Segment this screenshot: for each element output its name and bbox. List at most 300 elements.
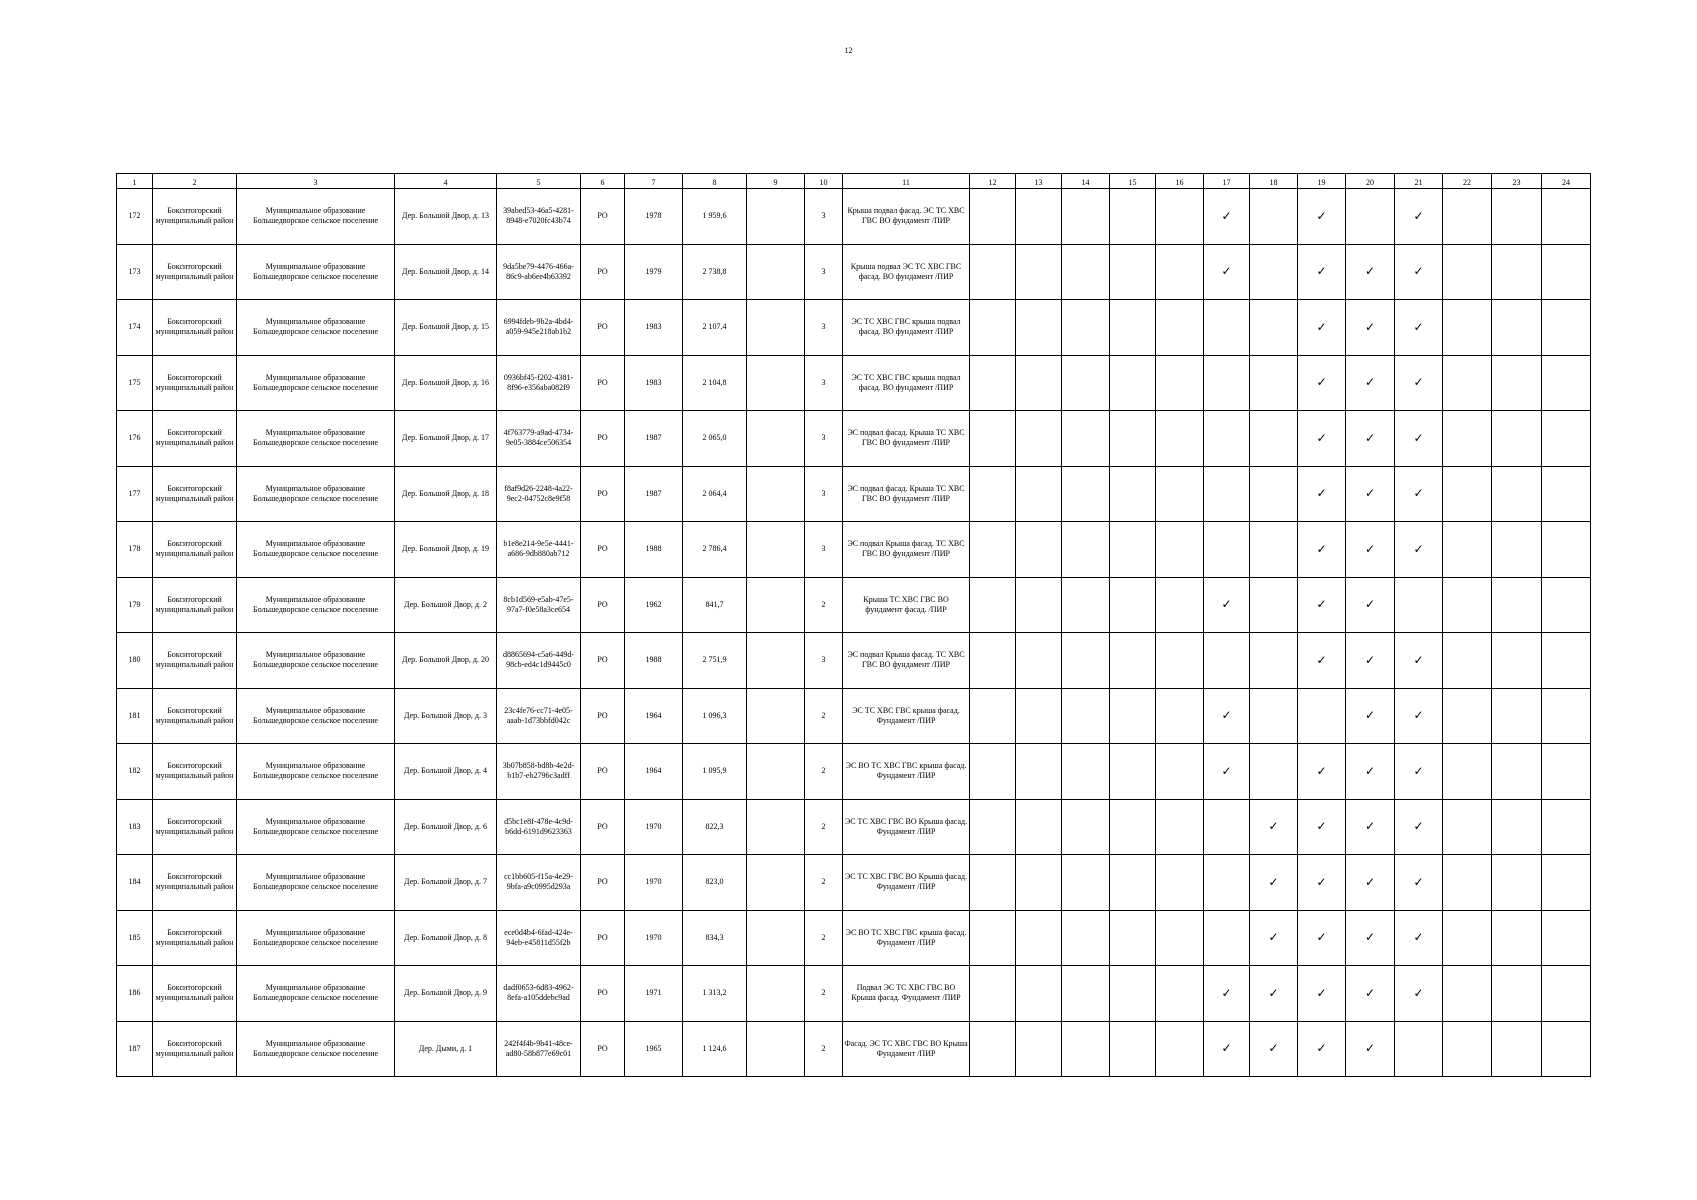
empty-cell [970, 577, 1016, 633]
municipality-cell: Муниципальное образование Большедворское сельское поселение [237, 1021, 395, 1077]
empty-cell [1542, 300, 1591, 356]
area-cell: 823,0 [683, 855, 747, 911]
table-row [117, 411, 1591, 467]
empty-cell [1110, 855, 1156, 911]
check-mark-icon: ✓ [1346, 744, 1395, 800]
col9-cell [747, 411, 805, 467]
municipality-cell: Муниципальное образование Большедворское сельское поселение [237, 855, 395, 911]
column-number: 11 [843, 174, 970, 189]
year-cell: 1987 [625, 411, 683, 467]
table-row [117, 744, 1591, 800]
table-row [117, 966, 1591, 1022]
owner-type-cell: РО [581, 855, 625, 911]
guid-cell: cc1bb605-f15a-4e29-9bfa-a9c0995d293a [497, 855, 581, 911]
owner-type-cell: РО [581, 466, 625, 522]
check-mark-icon: ✓ [1346, 855, 1395, 911]
empty-cell [1250, 522, 1298, 578]
empty-cell [1443, 799, 1492, 855]
check-mark-icon: ✓ [1250, 855, 1298, 911]
column-number: 9 [747, 174, 805, 189]
check-mark-icon: ✓ [1395, 411, 1443, 467]
address-cell: Дер. Большой Двор, д. 16 [395, 355, 497, 411]
empty-cell [970, 189, 1016, 245]
district-cell: Бокситогорский муниципальный район [153, 966, 237, 1022]
empty-cell [1016, 577, 1062, 633]
district-cell: Бокситогорский муниципальный район [153, 910, 237, 966]
empty-cell [1542, 966, 1591, 1022]
empty-cell [1156, 577, 1204, 633]
empty-cell [1542, 910, 1591, 966]
empty-cell [1156, 966, 1204, 1022]
empty-cell [1062, 189, 1110, 245]
empty-cell [1204, 411, 1250, 467]
municipality-cell: Муниципальное образование Большедворское сельское поселение [237, 522, 395, 578]
table-row [117, 799, 1591, 855]
municipality-cell: Муниципальное образование Большедворское сельское поселение [237, 577, 395, 633]
address-cell: Дер. Большой Двор, д. 19 [395, 522, 497, 578]
guid-cell: 6994fdeb-9b2a-4bd4-a059-945e218ab1b2 [497, 300, 581, 356]
empty-cell [1250, 244, 1298, 300]
guid-cell: 3b07b858-bd8b-4e2d-b1b7-eb2796c3adff [497, 744, 581, 800]
empty-cell [1492, 577, 1542, 633]
row-number: 186 [117, 966, 153, 1022]
check-mark-icon: ✓ [1395, 688, 1443, 744]
empty-cell [1492, 189, 1542, 245]
col10-cell: 3 [805, 633, 843, 689]
year-cell: 1970 [625, 799, 683, 855]
address-cell: Дер. Большой Двор, д. 9 [395, 966, 497, 1022]
check-mark-icon: ✓ [1395, 300, 1443, 356]
guid-cell: d8865694-c5a6-449d-98cb-ed4c1d9445c0 [497, 633, 581, 689]
empty-cell [1492, 355, 1542, 411]
empty-cell [1016, 355, 1062, 411]
check-mark-icon: ✓ [1346, 522, 1395, 578]
works-cell: ЭС ТС ХВС ГВС крыша подвал фасад. ВО фундамент /ПИР [843, 355, 970, 411]
address-cell: Дер. Большой Двор, д. 18 [395, 466, 497, 522]
empty-cell [1542, 799, 1591, 855]
row-number: 181 [117, 688, 153, 744]
district-cell: Бокситогорский муниципальный район [153, 355, 237, 411]
guid-cell: 242f4f4b-9b41-48ce-ad80-58b877e69c01 [497, 1021, 581, 1077]
guid-cell: 8cb1d569-e5ab-47e5-97a7-f0e58a3ce654 [497, 577, 581, 633]
district-cell: Бокситогорский муниципальный район [153, 522, 237, 578]
check-mark-icon: ✓ [1395, 189, 1443, 245]
check-mark-icon: ✓ [1298, 411, 1346, 467]
check-mark-icon: ✓ [1250, 910, 1298, 966]
year-cell: 1964 [625, 744, 683, 800]
empty-cell [1110, 1021, 1156, 1077]
row-number: 179 [117, 577, 153, 633]
check-mark-icon: ✓ [1298, 633, 1346, 689]
empty-cell [1110, 744, 1156, 800]
empty-cell [1016, 522, 1062, 578]
empty-cell [1204, 910, 1250, 966]
empty-cell [1016, 966, 1062, 1022]
check-mark-icon: ✓ [1250, 966, 1298, 1022]
district-cell: Бокситогорский муниципальный район [153, 1021, 237, 1077]
empty-cell [1110, 189, 1156, 245]
area-cell: 1 959,6 [683, 189, 747, 245]
empty-cell [1062, 244, 1110, 300]
check-mark-icon: ✓ [1346, 966, 1395, 1022]
empty-cell [970, 1021, 1016, 1077]
check-mark-icon: ✓ [1346, 466, 1395, 522]
empty-cell [1542, 522, 1591, 578]
municipality-cell: Муниципальное образование Большедворское сельское поселение [237, 300, 395, 356]
empty-cell [1443, 1021, 1492, 1077]
area-cell: 834,3 [683, 910, 747, 966]
table-row [117, 855, 1591, 911]
district-cell: Бокситогорский муниципальный район [153, 688, 237, 744]
address-cell: Дер. Большой Двор, д. 6 [395, 799, 497, 855]
empty-cell [1156, 910, 1204, 966]
col10-cell: 2 [805, 910, 843, 966]
empty-cell [1110, 411, 1156, 467]
col10-cell: 2 [805, 966, 843, 1022]
empty-cell [970, 633, 1016, 689]
empty-cell [1443, 688, 1492, 744]
check-mark-icon: ✓ [1298, 522, 1346, 578]
col9-cell [747, 855, 805, 911]
empty-cell [970, 744, 1016, 800]
row-number: 173 [117, 244, 153, 300]
empty-cell [1443, 577, 1492, 633]
col9-cell [747, 1021, 805, 1077]
municipality-cell: Муниципальное образование Большедворское сельское поселение [237, 799, 395, 855]
owner-type-cell: РО [581, 355, 625, 411]
check-mark-icon: ✓ [1298, 799, 1346, 855]
owner-type-cell: РО [581, 411, 625, 467]
empty-cell [1204, 855, 1250, 911]
works-cell: ЭС подвал фасад. Крыша ТС ХВС ГВС ВО фундамент /ПИР [843, 411, 970, 467]
works-cell: ЭС подвал Крыша фасад. ТС ХВС ГВС ВО фундамент /ПИР [843, 522, 970, 578]
empty-cell [1542, 189, 1591, 245]
column-number: 16 [1156, 174, 1204, 189]
empty-cell [1062, 633, 1110, 689]
col9-cell [747, 577, 805, 633]
owner-type-cell: РО [581, 744, 625, 800]
empty-cell [1443, 744, 1492, 800]
row-number: 172 [117, 189, 153, 245]
municipality-cell: Муниципальное образование Большедворское сельское поселение [237, 966, 395, 1022]
empty-cell [1298, 688, 1346, 744]
empty-cell [1062, 522, 1110, 578]
empty-cell [1204, 466, 1250, 522]
column-number-row [117, 174, 1591, 189]
address-cell: Дер. Большой Двор, д. 3 [395, 688, 497, 744]
empty-cell [1443, 355, 1492, 411]
check-mark-icon: ✓ [1298, 855, 1346, 911]
empty-cell [1492, 855, 1542, 911]
column-number: 24 [1542, 174, 1591, 189]
empty-cell [1492, 466, 1542, 522]
empty-cell [1062, 411, 1110, 467]
check-mark-icon: ✓ [1298, 966, 1346, 1022]
year-cell: 1978 [625, 189, 683, 245]
empty-cell [1492, 910, 1542, 966]
empty-cell [1016, 1021, 1062, 1077]
area-cell: 2 786,4 [683, 522, 747, 578]
check-mark-icon: ✓ [1204, 577, 1250, 633]
table-row [117, 688, 1591, 744]
check-mark-icon: ✓ [1204, 688, 1250, 744]
check-mark-icon: ✓ [1346, 799, 1395, 855]
check-mark-icon: ✓ [1298, 910, 1346, 966]
guid-cell: 23c4fe76-cc71-4e05-aaab-1d73bbfd042c [497, 688, 581, 744]
check-mark-icon: ✓ [1346, 577, 1395, 633]
district-cell: Бокситогорский муниципальный район [153, 799, 237, 855]
column-number: 12 [970, 174, 1016, 189]
col10-cell: 2 [805, 688, 843, 744]
owner-type-cell: РО [581, 577, 625, 633]
check-mark-icon: ✓ [1395, 466, 1443, 522]
check-mark-icon: ✓ [1346, 300, 1395, 356]
municipality-cell: Муниципальное образование Большедворское сельское поселение [237, 189, 395, 245]
empty-cell [1156, 855, 1204, 911]
column-number: 20 [1346, 174, 1395, 189]
empty-cell [1016, 744, 1062, 800]
empty-cell [1110, 244, 1156, 300]
column-number: 22 [1443, 174, 1492, 189]
empty-cell [1156, 633, 1204, 689]
col10-cell: 2 [805, 855, 843, 911]
empty-cell [1016, 688, 1062, 744]
guid-cell: d5bc1e8f-478e-4c9d-b6dd-6191d9623363 [497, 799, 581, 855]
table-row [117, 466, 1591, 522]
owner-type-cell: РО [581, 244, 625, 300]
area-cell: 822,3 [683, 799, 747, 855]
works-cell: ЭС ТС ХВС ГВС крыша подвал фасад. ВО фундамент /ПИР [843, 300, 970, 356]
guid-cell: 4f763779-a9ad-4734-9e05-3884ce506354 [497, 411, 581, 467]
works-cell: Подвал ЭС ТС ХВС ГВС ВО Крыша фасад. Фундамент /ПИР [843, 966, 970, 1022]
works-cell: ЭС ВО ТС ХВС ГВС крыша фасад. Фундамент /ПИР [843, 910, 970, 966]
guid-cell: b1e8e214-9e5e-4441-a686-9db880ab712 [497, 522, 581, 578]
works-cell: Крыша подвал фасад. ЭС ТС ХВС ГВС ВО фундамент /ПИР [843, 189, 970, 245]
area-cell: 2 751,9 [683, 633, 747, 689]
check-mark-icon: ✓ [1346, 355, 1395, 411]
empty-cell [1443, 300, 1492, 356]
owner-type-cell: РО [581, 910, 625, 966]
owner-type-cell: РО [581, 688, 625, 744]
empty-cell [1492, 411, 1542, 467]
column-number: 21 [1395, 174, 1443, 189]
district-cell: Бокситогорский муниципальный район [153, 244, 237, 300]
address-cell: Дер. Большой Двор, д. 17 [395, 411, 497, 467]
empty-cell [1062, 577, 1110, 633]
empty-cell [1016, 466, 1062, 522]
municipality-cell: Муниципальное образование Большедворское сельское поселение [237, 688, 395, 744]
empty-cell [1492, 1021, 1542, 1077]
col9-cell [747, 244, 805, 300]
owner-type-cell: РО [581, 189, 625, 245]
row-number: 174 [117, 300, 153, 356]
guid-cell: 0936bf45-f202-4381-8f96-e356aba082f9 [497, 355, 581, 411]
year-cell: 1983 [625, 355, 683, 411]
empty-cell [970, 411, 1016, 467]
check-mark-icon: ✓ [1204, 744, 1250, 800]
district-cell: Бокситогорский муниципальный район [153, 855, 237, 911]
owner-type-cell: РО [581, 633, 625, 689]
empty-cell [1062, 799, 1110, 855]
check-mark-icon: ✓ [1395, 244, 1443, 300]
row-number: 184 [117, 855, 153, 911]
owner-type-cell: РО [581, 1021, 625, 1077]
empty-cell [1156, 466, 1204, 522]
col10-cell: 3 [805, 466, 843, 522]
address-cell: Дер. Большой Двор, д. 13 [395, 189, 497, 245]
year-cell: 1965 [625, 1021, 683, 1077]
area-cell: 2 738,8 [683, 244, 747, 300]
table-row [117, 244, 1591, 300]
empty-cell [1492, 633, 1542, 689]
year-cell: 1971 [625, 966, 683, 1022]
empty-cell [970, 799, 1016, 855]
empty-cell [1542, 855, 1591, 911]
empty-cell [970, 355, 1016, 411]
empty-cell [1156, 744, 1204, 800]
empty-cell [1062, 855, 1110, 911]
housing-register-table [116, 173, 1591, 1077]
year-cell: 1983 [625, 300, 683, 356]
guid-cell: ece0d4b4-6fad-424e-94eb-e45811d55f2b [497, 910, 581, 966]
check-mark-icon: ✓ [1395, 966, 1443, 1022]
check-mark-icon: ✓ [1204, 1021, 1250, 1077]
empty-cell [1110, 577, 1156, 633]
check-mark-icon: ✓ [1204, 244, 1250, 300]
empty-cell [1443, 466, 1492, 522]
table-row [117, 577, 1591, 633]
area-cell: 2 107,4 [683, 300, 747, 356]
empty-cell [1443, 244, 1492, 300]
district-cell: Бокситогорский муниципальный район [153, 633, 237, 689]
area-cell: 1 095,9 [683, 744, 747, 800]
col10-cell: 3 [805, 244, 843, 300]
empty-cell [1492, 300, 1542, 356]
col9-cell [747, 910, 805, 966]
works-cell: Крыша ТС ХВС ГВС ВО фундамент фасад. /ПИР [843, 577, 970, 633]
municipality-cell: Муниципальное образование Большедворское сельское поселение [237, 411, 395, 467]
empty-cell [1156, 799, 1204, 855]
area-cell: 1 124,6 [683, 1021, 747, 1077]
empty-cell [970, 855, 1016, 911]
check-mark-icon: ✓ [1395, 633, 1443, 689]
check-mark-icon: ✓ [1298, 244, 1346, 300]
check-mark-icon: ✓ [1346, 411, 1395, 467]
empty-cell [1156, 688, 1204, 744]
municipality-cell: Муниципальное образование Большедворское сельское поселение [237, 744, 395, 800]
district-cell: Бокситогорский муниципальный район [153, 300, 237, 356]
empty-cell [1542, 355, 1591, 411]
empty-cell [1250, 688, 1298, 744]
empty-cell [1443, 855, 1492, 911]
address-cell: Дер. Дыми, д. 1 [395, 1021, 497, 1077]
municipality-cell: Муниципальное образование Большедворское сельское поселение [237, 466, 395, 522]
check-mark-icon: ✓ [1395, 744, 1443, 800]
column-number: 13 [1016, 174, 1062, 189]
col9-cell [747, 355, 805, 411]
guid-cell: dadf0653-6d83-4962-8efa-a105ddebc9ad [497, 966, 581, 1022]
col10-cell: 3 [805, 355, 843, 411]
empty-cell [1062, 355, 1110, 411]
empty-cell [1542, 633, 1591, 689]
works-cell: Крыша подвал ЭС ТС ХВС ГВС фасад. ВО фундамент /ПИР [843, 244, 970, 300]
empty-cell [1346, 189, 1395, 245]
col9-cell [747, 633, 805, 689]
empty-cell [1250, 189, 1298, 245]
column-number: 6 [581, 174, 625, 189]
table-row [117, 189, 1591, 245]
empty-cell [1542, 466, 1591, 522]
empty-cell [1542, 411, 1591, 467]
column-number: 2 [153, 174, 237, 189]
district-cell: Бокситогорский муниципальный район [153, 411, 237, 467]
column-number: 3 [237, 174, 395, 189]
column-number: 8 [683, 174, 747, 189]
col10-cell: 3 [805, 189, 843, 245]
check-mark-icon: ✓ [1346, 244, 1395, 300]
check-mark-icon: ✓ [1298, 355, 1346, 411]
works-cell: ЭС ТС ХВС ГВС ВО Крыша фасад. Фундамент /ПИР [843, 799, 970, 855]
empty-cell [1062, 1021, 1110, 1077]
col9-cell [747, 522, 805, 578]
empty-cell [970, 966, 1016, 1022]
empty-cell [970, 910, 1016, 966]
empty-cell [1110, 910, 1156, 966]
column-number: 4 [395, 174, 497, 189]
col9-cell [747, 799, 805, 855]
check-mark-icon: ✓ [1346, 1021, 1395, 1077]
empty-cell [1542, 244, 1591, 300]
row-number: 175 [117, 355, 153, 411]
table-row [117, 300, 1591, 356]
works-cell: ЭС подвал фасад. Крыша ТС ХВС ГВС ВО фундамент /ПИР [843, 466, 970, 522]
area-cell: 2 064,4 [683, 466, 747, 522]
col10-cell: 3 [805, 411, 843, 467]
works-cell: ЭС ВО ТС ХВС ГВС крыша фасад. Фундамент /ПИР [843, 744, 970, 800]
check-mark-icon: ✓ [1346, 633, 1395, 689]
table-row [117, 522, 1591, 578]
empty-cell [1204, 633, 1250, 689]
empty-cell [1443, 411, 1492, 467]
district-cell: Бокситогорский муниципальный район [153, 744, 237, 800]
row-number: 178 [117, 522, 153, 578]
address-cell: Дер. Большой Двор, д. 20 [395, 633, 497, 689]
municipality-cell: Муниципальное образование Большедворское сельское поселение [237, 244, 395, 300]
empty-cell [1395, 577, 1443, 633]
empty-cell [1492, 244, 1542, 300]
row-number: 187 [117, 1021, 153, 1077]
empty-cell [1250, 466, 1298, 522]
empty-cell [1062, 910, 1110, 966]
column-number: 23 [1492, 174, 1542, 189]
empty-cell [1250, 300, 1298, 356]
empty-cell [1110, 522, 1156, 578]
municipality-cell: Муниципальное образование Большедворское сельское поселение [237, 355, 395, 411]
empty-cell [1156, 300, 1204, 356]
empty-cell [1110, 355, 1156, 411]
empty-cell [970, 300, 1016, 356]
check-mark-icon: ✓ [1298, 189, 1346, 245]
check-mark-icon: ✓ [1346, 688, 1395, 744]
check-mark-icon: ✓ [1395, 522, 1443, 578]
address-cell: Дер. Большой Двор, д. 7 [395, 855, 497, 911]
empty-cell [1110, 966, 1156, 1022]
address-cell: Дер. Большой Двор, д. 8 [395, 910, 497, 966]
page-number: 12 [844, 46, 853, 55]
empty-cell [1156, 411, 1204, 467]
empty-cell [1204, 300, 1250, 356]
empty-cell [1016, 244, 1062, 300]
